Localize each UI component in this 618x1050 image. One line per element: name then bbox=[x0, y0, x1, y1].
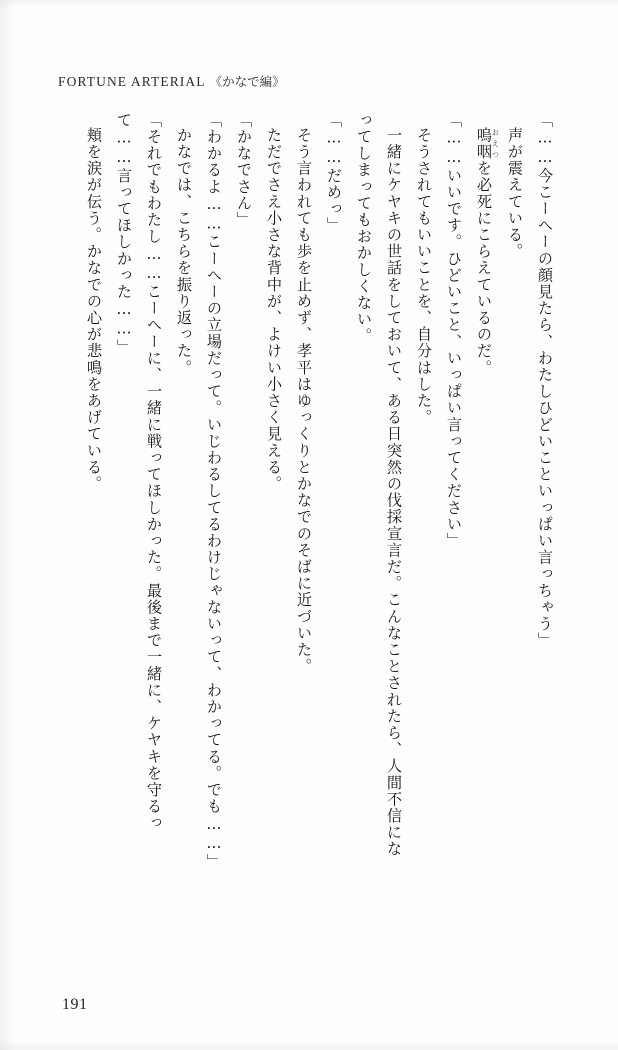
paragraph: かなでは、こちらを振り返った。 bbox=[175, 127, 193, 377]
paragraph: 一緒にケヤキの世話をしておいて、ある日突然の伐採宣言だ。こんなことされたら、人間不信になってしまってもおかしくない。 bbox=[355, 112, 403, 858]
paragraph: 「わかるよ……こーへーの立場だって。いじわるしてるわけじゃないって、わかってる。でも……」 bbox=[205, 112, 223, 871]
paragraph: そう言われても歩を止めず、孝平はゆっくりとかなでのそばに近づいた。 bbox=[295, 127, 313, 675]
page-edge-shade-bottom bbox=[0, 1040, 618, 1050]
paragraph: 「……いいです。ひどいこと、いっぱい言ってください」 bbox=[445, 112, 463, 550]
paragraph: 「かなでさん」 bbox=[235, 112, 253, 229]
ruby-base: 嗚咽 bbox=[475, 127, 493, 161]
running-head-title-jp: 《かなで編》 bbox=[209, 74, 285, 89]
page-edge-shade-top bbox=[0, 0, 618, 10]
paragraph: ただでさえ小さな背中が、よけい小さく見える。 bbox=[265, 127, 283, 493]
page-edge-shade-left bbox=[0, 0, 14, 1050]
paragraph: 声が震えている。 bbox=[506, 127, 524, 260]
paragraph: そうされてもいいことを、自分はした。 bbox=[415, 127, 433, 426]
ruby-annotation bbox=[475, 127, 501, 161]
running-head-title-latin: FORTUNE ARTERIAL bbox=[58, 74, 206, 89]
paragraph: 頬を涙が伝う。かなでの心が悲鳴をあげている。 bbox=[85, 127, 103, 493]
paragraph-with-ruby: 嗚咽おえつを必死にこらえているのだ。 bbox=[475, 127, 501, 377]
ruby-text: おえつ bbox=[491, 127, 501, 161]
running-head bbox=[58, 72, 285, 90]
paragraph: 「……だめっ」 bbox=[325, 112, 343, 234]
page-number: 191 bbox=[62, 996, 88, 1013]
paragraph: 「……今こーへーの顔見たら、わたしひどいこといっぱい言っちゃう」 bbox=[536, 112, 554, 649]
body-text-block bbox=[70, 112, 560, 872]
paragraph: 「それでもわたし……こーへーに、一緒に戦ってほしかった。最後まで一緒に、ケヤキを守るって……言ってほしかった……」 bbox=[115, 112, 163, 832]
